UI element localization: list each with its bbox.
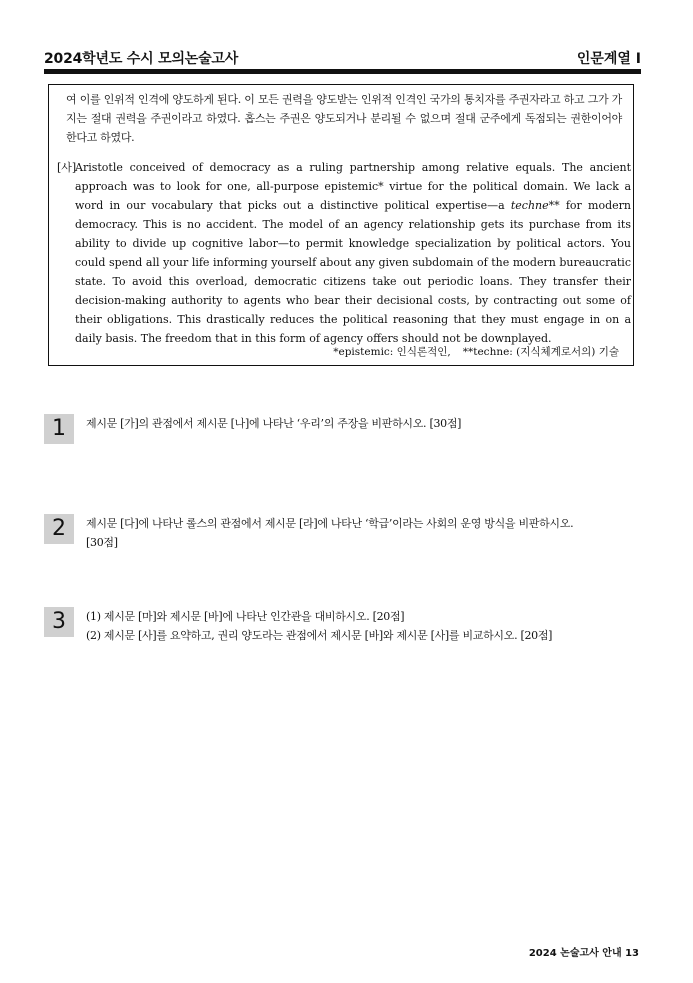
question-number: 1 [44, 414, 74, 444]
footnote-epistemic: *epistemic: 인식론적인, [333, 346, 451, 358]
question-line: [30점] [86, 536, 118, 549]
question-text [86, 514, 642, 552]
techne-term: techne [510, 199, 549, 212]
question-number: 3 [44, 607, 74, 637]
exam-title: 2024학년도 수시 모의논술고사 [44, 51, 239, 67]
question-line: (2) 제시문 [사]를 요약하고, 권리 양도라는 관점에서 제시문 [바]와 제시문 [사]를 비교하시오. [20점] [86, 629, 553, 642]
passage-sa-label: [사] [57, 161, 77, 174]
header-rule [44, 69, 641, 74]
passage-sa-text [67, 158, 631, 348]
passage-sa-text-part-1: Aristotle conceived of democracy as a ruling partnership among relative equals. The ancient approach was to look for one, all-purpose epistemic* virtue for the political domain. We lack a word in our vocabulary that picks out a distinctive political expertise—a [75, 161, 631, 212]
question-text [86, 414, 642, 433]
passage-sa-text-part-2: ** for modern democracy. This is no accident. The model of an agency relationship gets its purchase from its ability to divide up cognitive labor—to permit knowledge specialization by political actors. You could spend all your life informing yourself about any given subdomain of the modern bureaucratic state. To avoid this overload, democratic citizens take out periodic loans. They transfer their decision-making authority to agents who bear their decisional costs, by contracting out some of their obligations. This drastically reduces the political reasoning that they must engage in on a daily basis. The freedom that in this form of agency offers should not be downplayed. [75, 199, 631, 345]
section-label: 인문계열 I [576, 51, 641, 67]
footnotes [321, 344, 619, 359]
page-header [44, 48, 641, 70]
question-line: 제시문 [가]의 관점에서 제시문 [나]에 나타난 ‘우리’의 주장을 비판하시오. [30점] [86, 417, 462, 430]
passage-sa [57, 158, 631, 348]
question-number: 2 [44, 514, 74, 544]
footnote-techne: **techne: (지식체계로서의) 기술 [462, 346, 619, 358]
passage-box [48, 84, 634, 366]
question-text [86, 607, 642, 645]
question-line: (1) 제시문 [마]와 제시문 [바]에 나타난 인간관을 대비하시오. [20점] [86, 610, 405, 623]
page-footer: 2024 논술고사 안내 13 [528, 948, 639, 959]
passage-korean-continuation: 여 이를 인위적 인격에 양도하게 된다. 이 모든 권력을 양도받는 인위적 인격인 국가의 통치자를 주권자라고 하고 그가 가지는 절대 권력을 주권이라고 하였다. 홉스는 주권은 양도되거나 분리될 수 없으며 절대 군주에게 독점되는 권한이어야 한다고 하였다. [66, 93, 622, 144]
question-line: 제시문 [다]에 나타난 롤스의 관점에서 제시문 [라]에 나타난 ‘학급’이라는 사회의 운영 방식을 비판하시오. [86, 517, 574, 530]
